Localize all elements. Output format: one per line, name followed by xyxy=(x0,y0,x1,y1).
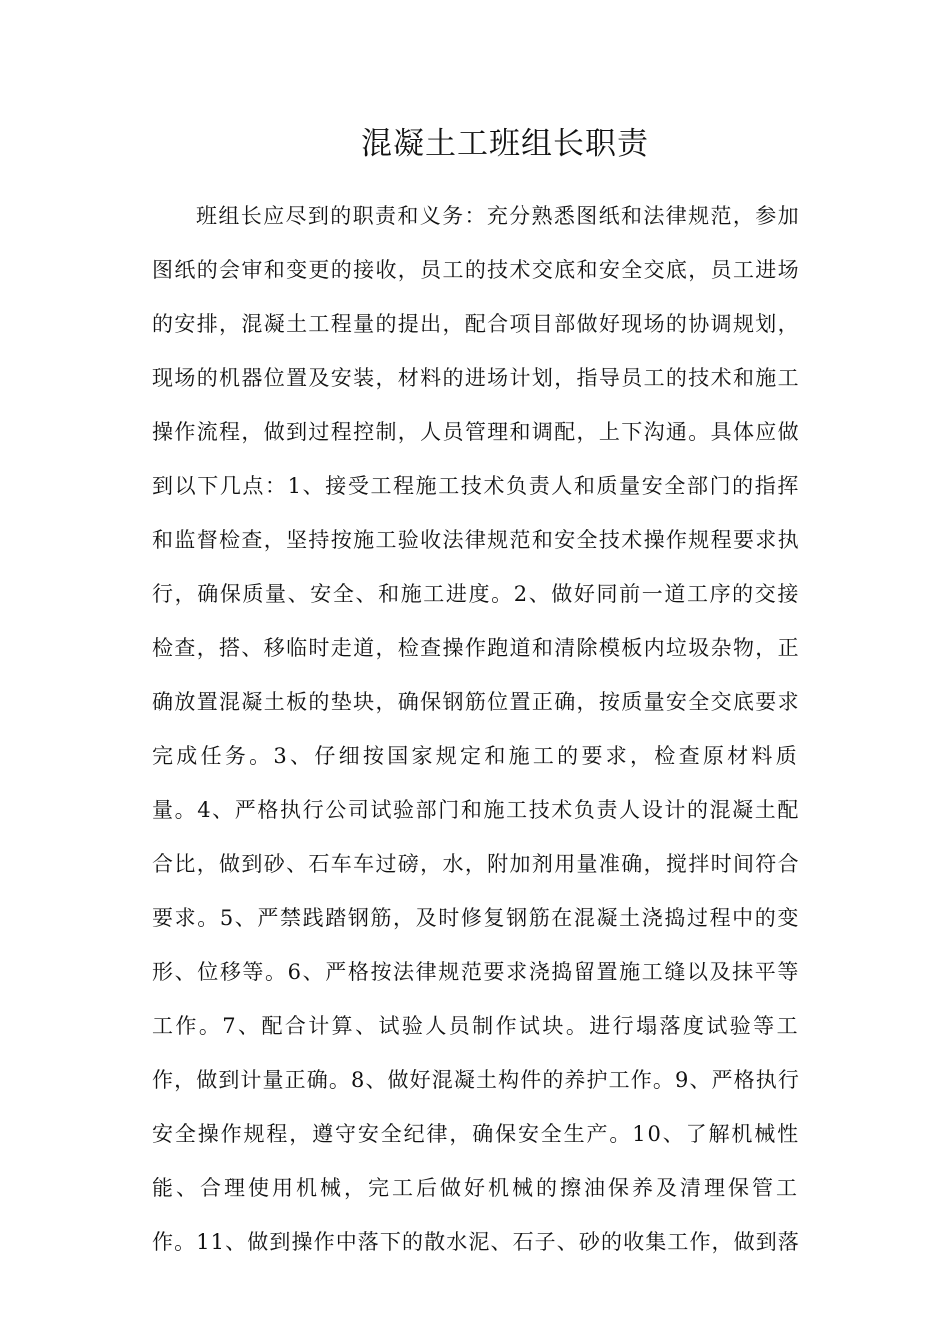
body-line: 到以下几点：1、接受工程施工技术负责人和质量安全部门的指挥 xyxy=(152,474,800,498)
body-line: 能、合理使用机械，完工后做好机械的擦油保养及清理保管工 xyxy=(152,1176,800,1200)
body-line: 量。4、严格执行公司试验部门和施工技术负责人设计的混凝土配 xyxy=(152,798,800,822)
body-line: 和监督检查，坚持按施工验收法律规范和安全技术操作规程要求执 xyxy=(152,528,800,552)
body-line: 的安排，混凝土工程量的提出，配合项目部做好现场的协调规划， xyxy=(152,312,800,336)
body-line: 图纸的会审和变更的接收，员工的技术交底和安全交底，员工进场 xyxy=(152,258,800,282)
document-body xyxy=(152,194,800,1274)
body-line: 工作。7、配合计算、试验人员制作试块。进行塌落度试验等工 xyxy=(152,1014,800,1038)
body-line: 现场的机器位置及安装，材料的进场计划，指导员工的技术和施工 xyxy=(152,366,800,390)
body-line: 确放置混凝土板的垫块，确保钢筋位置正确，按质量安全交底要求 xyxy=(152,690,800,714)
body-line: 形、位移等。6、严格按法律规范要求浇捣留置施工缝以及抹平等 xyxy=(152,960,800,984)
body-line: 作。11、做到操作中落下的散水泥、石子、砂的收集工作，做到落 xyxy=(152,1230,800,1254)
body-line: 合比，做到砂、石车车过磅，水，附加剂用量准确，搅拌时间符合 xyxy=(152,852,800,876)
body-line: 完成任务。3、仔细按国家规定和施工的要求，检查原材料质 xyxy=(152,744,800,768)
body-line: 要求。5、严禁践踏钢筋，及时修复钢筋在混凝土浇捣过程中的变 xyxy=(152,906,800,930)
body-line: 安全操作规程，遵守安全纪律，确保安全生产。10、了解机械性 xyxy=(152,1122,800,1146)
body-line: 操作流程，做到过程控制，人员管理和调配，上下沟通。具体应做 xyxy=(152,420,800,444)
body-line: 行，确保质量、安全、和施工进度。2、做好同前一道工序的交接 xyxy=(152,582,800,606)
body-line: 检查，搭、移临时走道，检查操作跑道和清除模板内垃圾杂物，正 xyxy=(152,636,800,660)
body-line: 作，做到计量正确。8、做好混凝土构件的养护工作。9、严格执行 xyxy=(152,1068,800,1092)
document-title: 混凝土工班组长职责 xyxy=(361,126,649,162)
body-line: 班组长应尽到的职责和义务：充分熟悉图纸和法律规范，参加 xyxy=(196,204,800,228)
